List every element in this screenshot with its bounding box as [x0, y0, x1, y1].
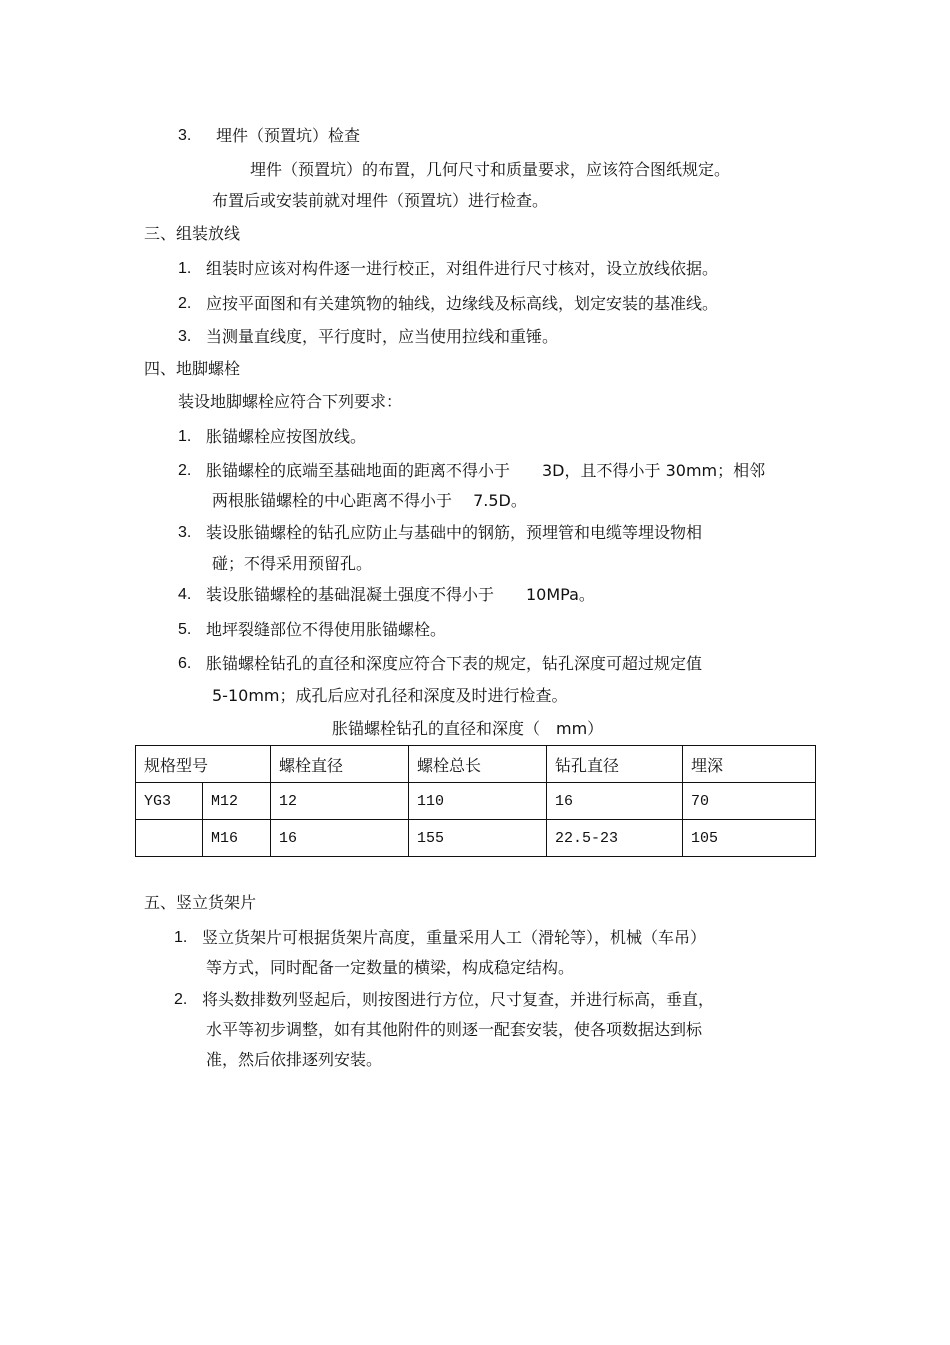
heading-anchor-bolts: 四、地脚螺栓: [144, 359, 241, 378]
cell-size: M16: [203, 820, 271, 857]
sec3-paragraph-line-1: 埋件（预置坑）的布置，几何尺寸和质量要求，应该符合图纸规定。: [250, 160, 731, 179]
h4-item-1-number: 1.: [178, 428, 192, 445]
cell-size: M12: [203, 783, 271, 820]
cell-embed-depth: 105: [683, 820, 816, 857]
cell-drill-diameter: 22.5-23: [547, 820, 683, 857]
h5-item-2-number: 2.: [174, 991, 188, 1008]
h4-intro: 装设地脚螺栓应符合下列要求：: [178, 392, 403, 411]
h5-item-2-line-3: 准，然后依排逐列安装。: [206, 1050, 383, 1069]
h4-item-3-number: 3.: [178, 524, 192, 541]
h4-item-1-line-1: 胀锚螺栓应按图放线。: [206, 427, 367, 446]
cell-embed-depth: 70: [683, 783, 816, 820]
h5-item-1-line-2: 等方式，同时配备一定数量的横梁，构成稳定结构。: [206, 958, 575, 977]
cell-drill-diameter: 16: [547, 783, 683, 820]
header-bolt-length: 螺栓总长: [409, 746, 547, 783]
header-bolt-diameter: 螺栓直径: [271, 746, 409, 783]
cell-model: YG3: [136, 783, 203, 820]
h3-item-3-number: 3.: [178, 328, 192, 345]
h3-item-1-text: 组装时应该对构件逐一进行校正，对组件进行尺寸核对，设立放线依据。: [206, 259, 719, 278]
table-row: [136, 820, 816, 857]
h4-item-5-number: 5.: [178, 621, 192, 638]
sec3-item-title: 埋件（预置坑）检查: [216, 126, 361, 145]
h4-item-6-number: 6.: [178, 655, 192, 672]
table-header-row: [136, 746, 816, 783]
h4-item-2-line-2: 两根胀锚螺栓的中心距离不得小于 7.5D。: [212, 491, 527, 510]
h3-item-2-text: 应按平面图和有关建筑物的轴线，边缘线及标高线，划定安装的基准线。: [206, 294, 719, 313]
header-spec-model: 规格型号: [136, 746, 271, 783]
h3-item-2-number: 2.: [178, 295, 192, 312]
h5-item-1-number: 1.: [174, 929, 188, 946]
table-caption: 胀锚螺栓钻孔的直径和深度（ mm）: [332, 719, 604, 738]
sec3-item-number: 3.: [178, 127, 192, 144]
h4-item-5-line-1: 地坪裂缝部位不得使用胀锚螺栓。: [206, 620, 447, 639]
h4-item-6-line-1: 胀锚螺栓钻孔的直径和深度应符合下表的规定，钻孔深度可超过规定值: [206, 654, 703, 673]
h5-item-2-line-1: 将头数排数列竖起后，则按图进行方位，尺寸复查，并进行标高，垂直，: [202, 990, 715, 1009]
sec3-paragraph-line-2: 布置后或安装前就对埋件（预置坑）进行检查。: [212, 191, 549, 210]
h3-item-3-text: 当测量直线度，平行度时，应当使用拉线和重锤。: [206, 327, 559, 346]
header-drill-diameter: 钻孔直径: [547, 746, 683, 783]
cell-model: [136, 820, 203, 857]
h4-item-4-line-1: 装设胀锚螺栓的基础混凝土强度不得小于 10MPa。: [206, 585, 595, 604]
heading-assembly-layout: 三、组装放线: [144, 224, 241, 243]
cell-bolt-length: 110: [409, 783, 547, 820]
h5-item-1-line-1: 竖立货架片可根据货架片高度，重量采用人工（滑轮等），机械（车吊）: [202, 928, 707, 947]
h4-item-3-line-1: 装设胀锚螺栓的钻孔应防止与基础中的钢筋，预埋管和电缆等埋设物相: [206, 523, 703, 542]
header-embed-depth: 埋深: [683, 746, 816, 783]
h4-item-2-line-1: 胀锚螺栓的底端至基础地面的距离不得小于 3D，且不得小于 30mm；相邻: [206, 461, 766, 480]
bolt-spec-table: [135, 745, 816, 857]
heading-erect-rack-frames: 五、竖立货架片: [144, 893, 257, 912]
table-row: [136, 783, 816, 820]
h4-item-4-number: 4.: [178, 586, 192, 603]
h4-item-2-number: 2.: [178, 462, 192, 479]
cell-bolt-length: 155: [409, 820, 547, 857]
cell-bolt-diameter: 12: [271, 783, 409, 820]
h4-item-6-line-2: 5-10mm；成孔后应对孔径和深度及时进行检查。: [212, 686, 568, 705]
h3-item-1-number: 1.: [178, 260, 192, 277]
cell-bolt-diameter: 16: [271, 820, 409, 857]
h5-item-2-line-2: 水平等初步调整，如有其他附件的则逐一配套安装，使各项数据达到标: [206, 1020, 703, 1039]
h4-item-3-line-2: 碰；不得采用预留孔。: [212, 554, 373, 573]
